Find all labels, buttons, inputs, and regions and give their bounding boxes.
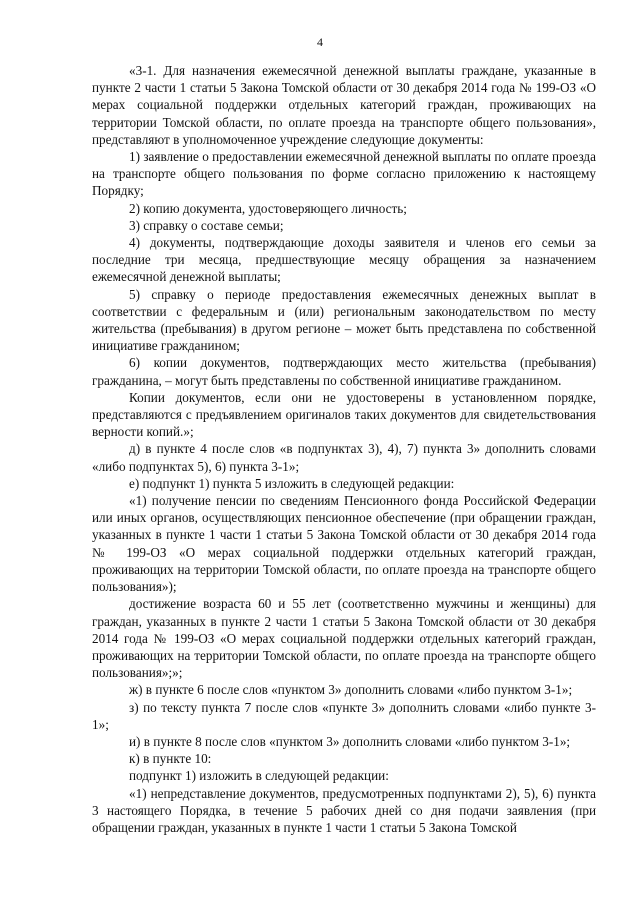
paragraph-i: и) в пункте 8 после слов «пунктом 3» дополнить словами «либо пунктом 3-1»;	[129, 733, 571, 749]
paragraph-e-text-1: «1) получение пенсии по сведениям Пенсионного фонда Российской Федерации или иных органов, осуществляющих пенсионное обеспечение (при обращении граждан, указанных в пункте 1 части 1 статьи 5 Закона Томской области от 30 декабря 2014 года № 199-ОЗ «О мерах социальной поддержки отдельных категорий граждан, проживающих на территории Томской области, по оплате проезда на транспорте общего пользования»);	[92, 493, 596, 595]
paragraph-item-3: 3) справку о составе семьи;	[129, 217, 284, 233]
paragraph-item-6: 6) копии документов, подтверждающих место жительства (пребывания) гражданина, – могут быть представлены по собственной инициативе гражданином.	[92, 355, 596, 388]
document-body	[92, 62, 596, 836]
paragraph-item-4: 4) документы, подтверждающие доходы заявителя и членов его семьи за последние три месяца, предшествующие месяцу обращения за назначением ежемесячной денежной выплаты;	[92, 235, 596, 285]
paragraph-d: д) в пункте 4 после слов «в подпунктах 3), 4), 7) пункта 3» дополнить словами «либо подпунктах 5), 6) пункта 3-1»;	[92, 441, 596, 474]
page-number: 4	[317, 35, 323, 49]
paragraph-copies: Копии документов, если они не удостоверены в установленном порядке, представляются с предъявлением оригиналов таких документов для свидетельствования верности копий.»;	[92, 389, 596, 440]
paragraph-e-text-2: достижение возраста 60 и 55 лет (соответственно мужчины и женщины) для граждан, указанных в пункте 2 части 1 статьи 5 Закона Томской области от 30 декабря 2014 года № 199-ОЗ «О мерах социальной поддержки отдельных категорий граждан, проживающих на территории Томской области, по оплате проезда на транспорте общего пользования»;»;	[92, 596, 596, 681]
paragraph-z: з) по тексту пункта 7 после слов «пункте 3» дополнить словами «либо пункте 3-1»;	[92, 699, 596, 732]
paragraph-e: е) подпункт 1) пункта 5 изложить в следующей редакции:	[129, 475, 455, 491]
paragraph-item-2: 2) копию документа, удостоверяющего личность;	[129, 200, 407, 216]
paragraph-3-1-intro: «3-1. Для назначения ежемесячной денежной выплаты граждане, указанные в пункте 2 части 1 статьи 5 Закона Томской области от 30 декабря 2014 года № 199-ОЗ «О мерах социальной поддержки отдельных категорий граждан, проживающих на территории Томской области, по оплате проезда на транспорте общего пользования», представляют в уполномоченное учреждение следующие документы:	[92, 63, 596, 147]
paragraph-item-1: 1) заявление о предоставлении ежемесячной денежной выплаты по оплате проезда на транспорте общего пользования по форме согласно приложению к настоящему Порядку;	[92, 149, 596, 199]
paragraph-k-text: «1) непредставление документов, предусмотренных подпунктами 2), 5), 6) пункта 3 настоящего Порядка, в течение 5 рабочих дней со дня подачи заявления (при обращении граждан, указанных в пункте 1 части 1 статьи 5 Закона Томской	[92, 785, 596, 835]
paragraph-zh: ж) в пункте 6 после слов «пунктом 3» дополнить словами «либо пунктом 3-1»;	[129, 682, 573, 698]
paragraph-k: к) в пункте 10:	[129, 751, 212, 767]
paragraph-k-sub: подпункт 1) изложить в следующей редакции:	[129, 768, 389, 784]
paragraph-item-5: 5) справку о периоде предоставления ежемесячных денежных выплат в соответствии с федеральным и (или) региональным законодательством по месту жительства (пребывания) в другом регионе – может быть представлена по собственной инициативе гражданином;	[92, 286, 596, 354]
